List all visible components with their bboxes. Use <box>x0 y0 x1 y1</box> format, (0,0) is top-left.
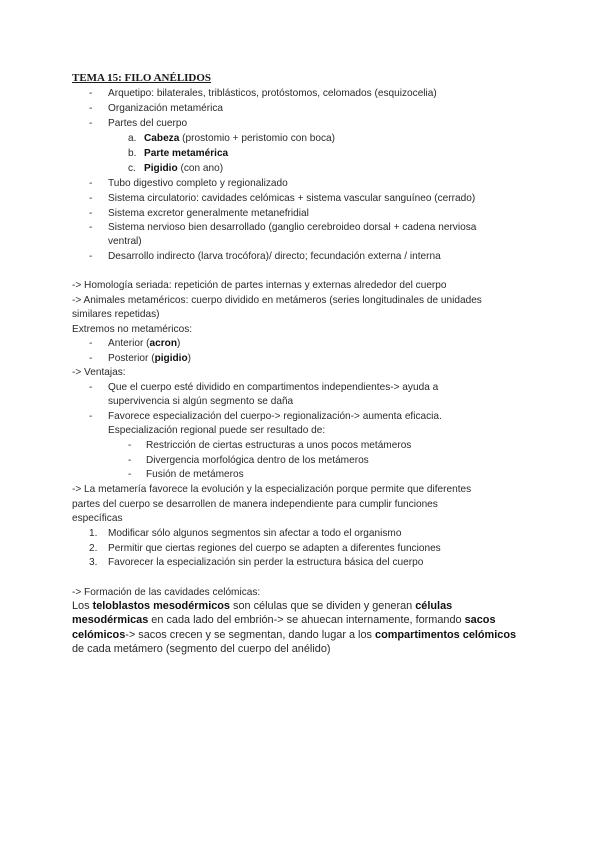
close-paren: ) <box>187 353 192 364</box>
paragraph-formacion-heading: -> Formación de las cavidades celómicas: <box>72 587 261 598</box>
list-item-partes: Partes del cuerpo <box>108 118 188 129</box>
cabeza-description: (prostomio + peristomio con boca) <box>179 133 336 144</box>
list-item-ventaja-1: Que el cuerpo esté dividido en compartimentos independientes-> ayuda a <box>108 382 439 393</box>
list-item-ventaja-2: Favorece especialización del cuerpo-> regionalización-> aumenta eficacia. <box>108 411 442 422</box>
list-bullet: - <box>89 208 93 219</box>
numbered-marker-1: 1. <box>89 528 98 539</box>
sublist-marker-b: b. <box>128 148 137 159</box>
numbered-item-1: Modificar sólo algunos segmentos sin afectar a todo el organismo <box>108 528 402 539</box>
paragraph-metameria-cont-2: específicas <box>72 513 123 524</box>
list-bullet: - <box>89 118 93 129</box>
term-sacos: sacos <box>464 614 496 626</box>
sublist-bullet: - <box>128 455 132 466</box>
paragraph-formacion-line-1 <box>72 600 452 613</box>
list-item-tubo: Tubo digestivo completo y regionalizado <box>108 178 288 189</box>
term-mesodermicas: mesodérmicas <box>72 614 149 626</box>
numbered-item-2: Permitir que ciertas regiones del cuerpo se adapten a diferentes funciones <box>108 543 441 554</box>
list-bullet: - <box>89 251 93 262</box>
paragraph-homologia: -> Homología seriada: repetición de partes internas y externas alrededor del cuerpo <box>72 280 447 291</box>
list-item-desarrollo: Desarrollo indirecto (larva trocófora)/ directo; fecundación externa / interna <box>108 251 441 262</box>
numbered-item-3: Favorecer la especialización sin perder la estructura básica del cuerpo <box>108 557 424 568</box>
list-item-excretor: Sistema excretor generalmente metanefridial <box>108 208 309 219</box>
list-bullet: - <box>89 411 93 422</box>
term-cabeza: Cabeza <box>144 133 180 144</box>
list-item-circulatorio: Sistema circulatorio: cavidades celómicas + sistema vascular sanguíneo (cerrado) <box>108 193 476 204</box>
list-bullet: - <box>89 178 93 189</box>
paragraph-ventajas: -> Ventajas: <box>72 367 126 378</box>
list-item-anterior <box>108 337 180 350</box>
list-item-ventaja-1-cont: supervivencia si algún segmento se daña <box>108 396 294 407</box>
text-run: en cada lado del embrión-> se ahuecan internamente, formando <box>148 614 465 626</box>
list-bullet: - <box>89 222 93 233</box>
anterior-label: Anterior ( <box>108 338 150 349</box>
paragraph-metameria-cont-1: partes del cuerpo se desarrollen de manera independiente para cumplir funciones <box>72 499 438 510</box>
text-run: -> sacos crecen y se segmentan, dando lugar a los <box>125 629 376 641</box>
sublist-item-fusion: Fusión de metámeros <box>146 469 244 480</box>
text-run: Los <box>72 600 93 612</box>
list-item-nervioso: Sistema nervioso bien desarrollado (ganglio cerebroideo dorsal + cadena nerviosa <box>108 222 477 233</box>
paragraph-animales-cont: similares repetidas) <box>72 309 160 320</box>
list-item-posterior <box>108 352 191 365</box>
paragraph-formacion-line-4: de cada metámero (segmento del cuerpo del anélido) <box>72 643 331 655</box>
sublist-item-divergencia: Divergencia morfológica dentro de los metámeros <box>146 455 369 466</box>
numbered-marker-3: 3. <box>89 557 98 568</box>
pigidio-description: (con ano) <box>177 163 224 174</box>
text-run: son células que se dividen y generan <box>229 600 416 612</box>
list-bullet: - <box>89 338 93 349</box>
list-item-nervioso-cont: ventral) <box>108 236 142 247</box>
term-celomicos: celómicos <box>72 629 126 641</box>
posterior-label: Posterior ( <box>108 353 155 364</box>
list-bullet: - <box>89 88 93 99</box>
term-acron: acron <box>149 338 178 349</box>
list-bullet: - <box>89 382 93 393</box>
paragraph-formacion-line-3 <box>72 629 516 642</box>
list-item-ventaja-2-cont: Especialización regional puede ser resultado de: <box>108 425 326 436</box>
sublist-bullet: - <box>128 469 132 480</box>
paragraph-formacion-line-2 <box>72 614 496 627</box>
sublist-marker-a: a. <box>128 133 137 144</box>
close-paren: ) <box>177 338 181 349</box>
term-compartimentos: compartimentos celómicos <box>375 629 517 641</box>
page-title: TEMA 15: FILO ANÉLIDOS <box>72 72 212 84</box>
sublist-item-pigidio <box>144 162 223 175</box>
list-bullet: - <box>89 353 93 364</box>
paragraph-animales: -> Animales metaméricos: cuerpo dividido en metámeros (series longitudinales de unidades <box>72 295 482 306</box>
list-bullet: - <box>89 193 93 204</box>
paragraph-metameria: -> La metamería favorece la evolución y la especialización porque permite que diferentes <box>72 484 472 495</box>
sublist-item-parte-metamerica: Parte metamérica <box>144 148 229 159</box>
sublist-item-cabeza <box>144 132 335 145</box>
paragraph-extremos: Extremos no metaméricos: <box>72 324 193 335</box>
sublist-item-restriccion: Restricción de ciertas estructuras a unos pocos metámeros <box>146 440 412 451</box>
sublist-bullet: - <box>128 440 132 451</box>
list-item-organizacion: Organización metamérica <box>108 103 224 114</box>
sublist-marker-c: c. <box>128 163 136 174</box>
term-celulas: células <box>415 600 453 612</box>
list-bullet: - <box>89 103 93 114</box>
numbered-marker-2: 2. <box>89 543 98 554</box>
term-pigidio: Pigidio <box>144 163 178 174</box>
term-pigidio-posterior: pigidio <box>154 353 188 364</box>
list-item-arquetipo: Arquetipo: bilaterales, triblásticos, protóstomos, celomados (esquizocelia) <box>108 88 437 99</box>
term-teloblastos: teloblastos mesodérmicos <box>92 600 230 612</box>
